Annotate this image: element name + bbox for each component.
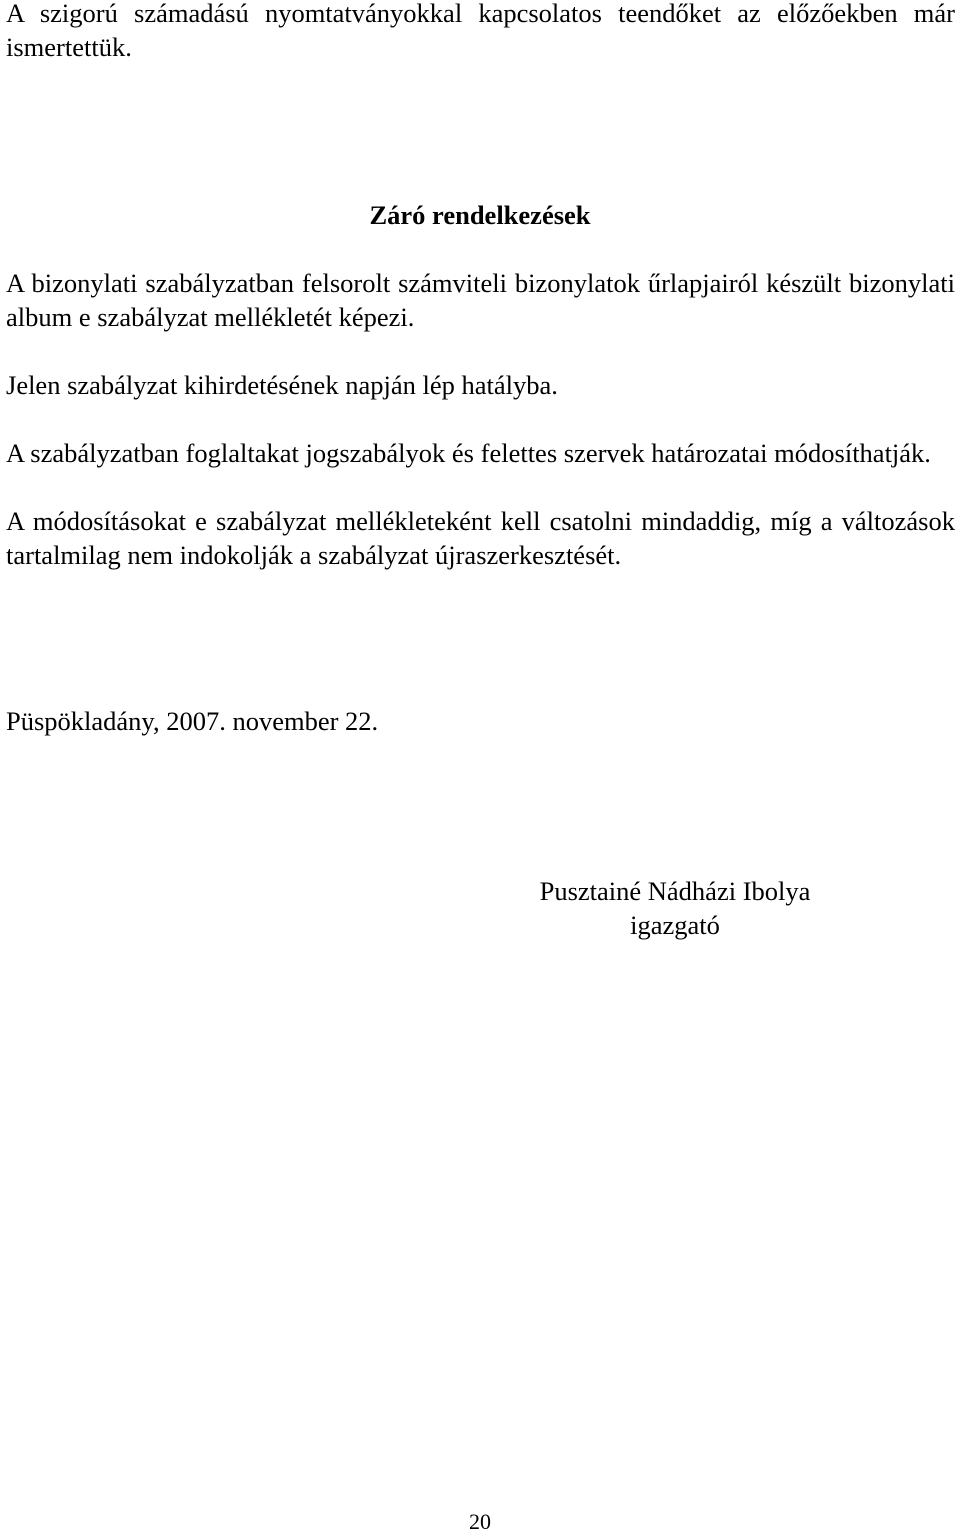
signatory-name: Pusztainé Nádházi Ibolya (539, 876, 811, 906)
intro-paragraph: A szigorú számadású nyomtatványokkal kapcsolatos teendőket az előzőekben már ismertettük. (6, 0, 955, 62)
signatory-title: igazgató (630, 910, 720, 940)
paragraph-amendments: A szabályzatban foglaltakat jogszabályok és felettes szervek határozatai módosíthatják. (6, 438, 931, 468)
place-and-date: Püspökladány, 2007. november 22. (6, 706, 379, 736)
page-number: 20 (469, 1509, 491, 1534)
paragraph-effective-date: Jelen szabályzat kihirdetésének napján lép hatályba. (6, 370, 558, 400)
section-heading: Záró rendelkezések (369, 200, 591, 230)
paragraph-document-album: A bizonylati szabályzatban felsorolt számviteli bizonylatok űrlapjairól készült bizonylati album e szabályzat mellékletét képezi. (6, 268, 955, 332)
paragraph-annex-attachment: A módosításokat e szabályzat mellékleteként kell csatolni mindaddig, míg a változások tartalmilag nem indokolják a szabályzat újraszerkesztését. (6, 506, 955, 570)
signature-block (480, 874, 870, 942)
